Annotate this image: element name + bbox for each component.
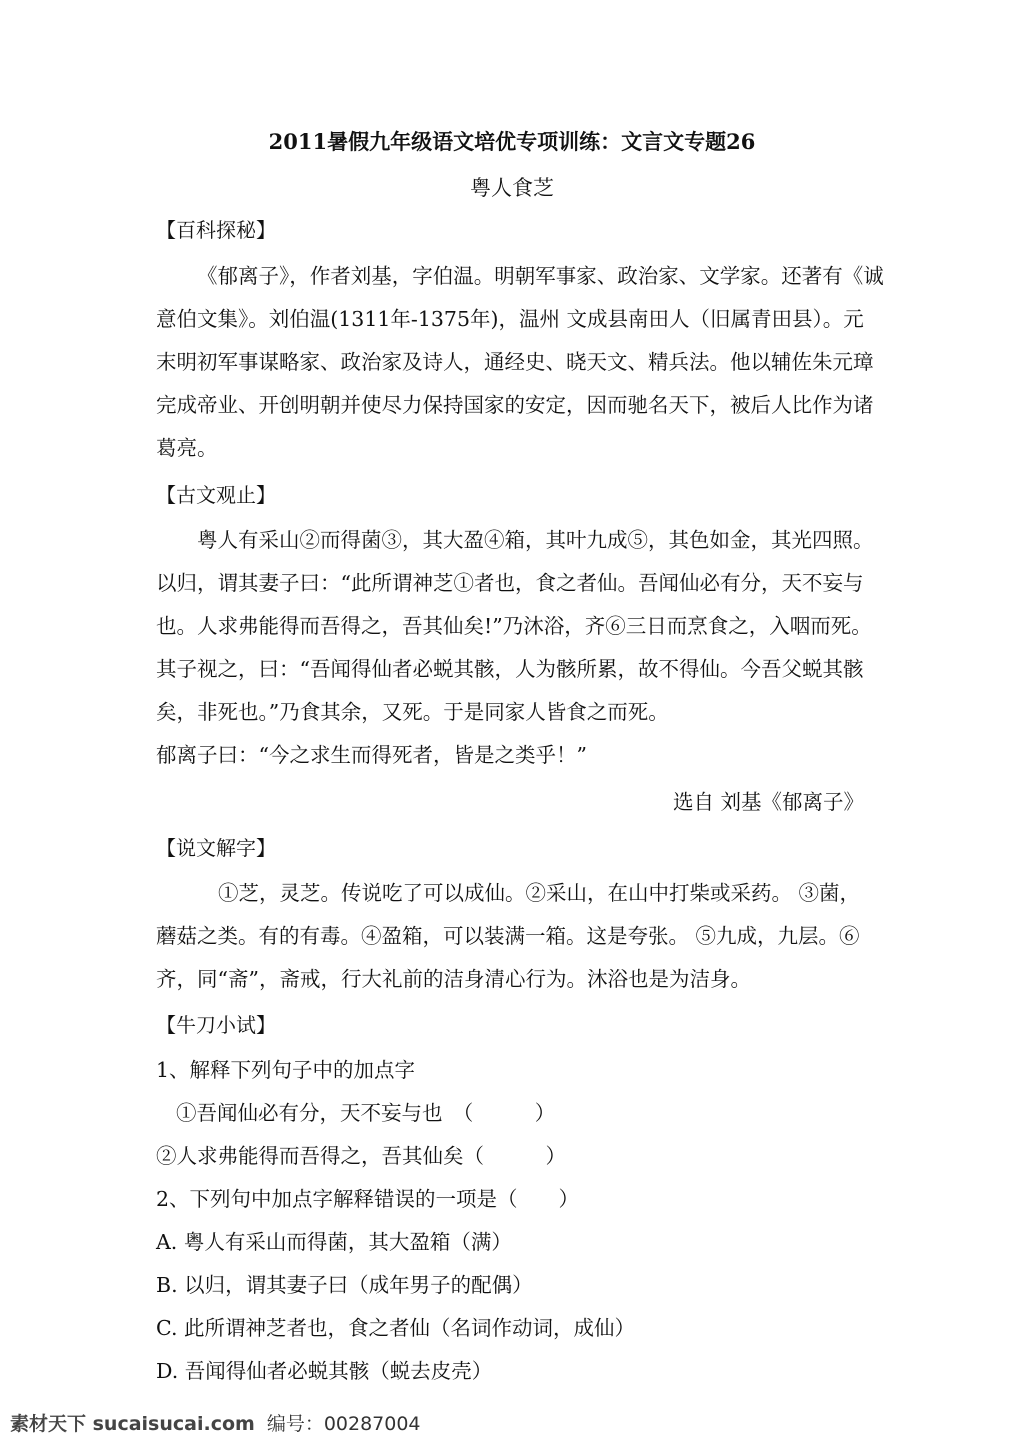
guwen-line: 矣，非死也。”乃食其余，又死。于是同家人皆食之而死。 (156, 700, 669, 724)
article-title: 粤人食芝 (470, 176, 554, 200)
baike-line: 意伯文集》。刘伯温(1311年-1375年)，温州 文成县南田人（旧属青田县）。元 (156, 307, 864, 331)
guwen-line: 也。人求弗能得而吾得之，吾其仙矣!”乃沐浴，齐⑥三日而烹食之，入咽而死。 (156, 614, 872, 638)
guwen-line: 以归，谓其妻子曰：“此所谓神芝①者也，食之者仙。吾闻仙必有分，天不妄与 (156, 571, 864, 595)
section-heading-niudao: 【牛刀小试】 (156, 1013, 276, 1037)
shuowen-line: 齐，同“斋”，斋戒，行大礼前的洁身清心行为。沐浴也是为洁身。 (156, 967, 751, 991)
guwen-closing: 郁离子曰：“今之求生而得死者，皆是之类乎！” (156, 743, 587, 767)
section-heading-baike: 【百科探秘】 (156, 218, 276, 242)
guwen-line: 粤人有采山②而得菌③，其大盈④箱，其叶九成⑤，其色如金，其光四照。 (197, 528, 874, 552)
baike-line: 《郁离子》，作者刘基，字伯温。明朝军事家、政治家、文学家。还著有《诚 (197, 264, 884, 288)
watermark-bar (0, 1402, 1024, 1442)
option-d: D. 吾闻得仙者必蜕其骸（蜕去皮壳） (156, 1359, 493, 1383)
baike-line: 末明初军事谋略家、政治家及诗人，通经史、晓天文、精兵法。他以辅佐朱元璋 (156, 350, 874, 374)
watermark-site: 素材天下 sucaisucai.com (10, 1412, 255, 1435)
question-1b: ②人求弗能得而吾得之，吾其仙矣（ ） (156, 1144, 566, 1168)
guwen-line: 其子视之，曰：“吾闻得仙者必蜕其骸，人为骸所累，故不得仙。今吾父蜕其骸 (156, 657, 864, 681)
section-heading-shuowen: 【说文解字】 (156, 836, 276, 860)
question-1: 1、解释下列句子中的加点字 (156, 1058, 416, 1082)
page-title: 2011暑假九年级语文培优专项训练：文言文专题26 (268, 129, 756, 154)
question-1a: ①吾闻仙必有分，天不妄与也 （ ） (176, 1101, 556, 1125)
baike-line: 完成帝业、开创明朝并使尽力保持国家的安定，因而驰名天下，被后人比作为诸 (156, 393, 874, 417)
baike-line: 葛亮。 (156, 436, 218, 460)
shuowen-line: 蘑菇之类。有的有毒。④盈箱，可以装满一箱。这是夸张。 ⑤九成，九层。⑥ (156, 924, 860, 948)
source-citation: 选自 刘基《郁离子》 (672, 790, 864, 814)
option-c: C. 此所谓神芝者也，食之者仙（名词作动词，成仙） (156, 1316, 635, 1340)
option-a: A. 粤人有采山而得菌，其大盈箱（满） (156, 1230, 512, 1254)
shuowen-line: ①芝，灵芝。传说吃了可以成仙。②采山，在山中打柴或采药。 ③菌， (218, 881, 861, 905)
option-b: B. 以归，谓其妻子曰（成年男子的配偶） (156, 1273, 533, 1297)
question-2: 2、下列句中加点字解释错误的一项是（ ） (156, 1187, 580, 1211)
watermark-id: 编号：00287004 (266, 1412, 421, 1435)
section-heading-guwen: 【古文观止】 (156, 483, 276, 507)
